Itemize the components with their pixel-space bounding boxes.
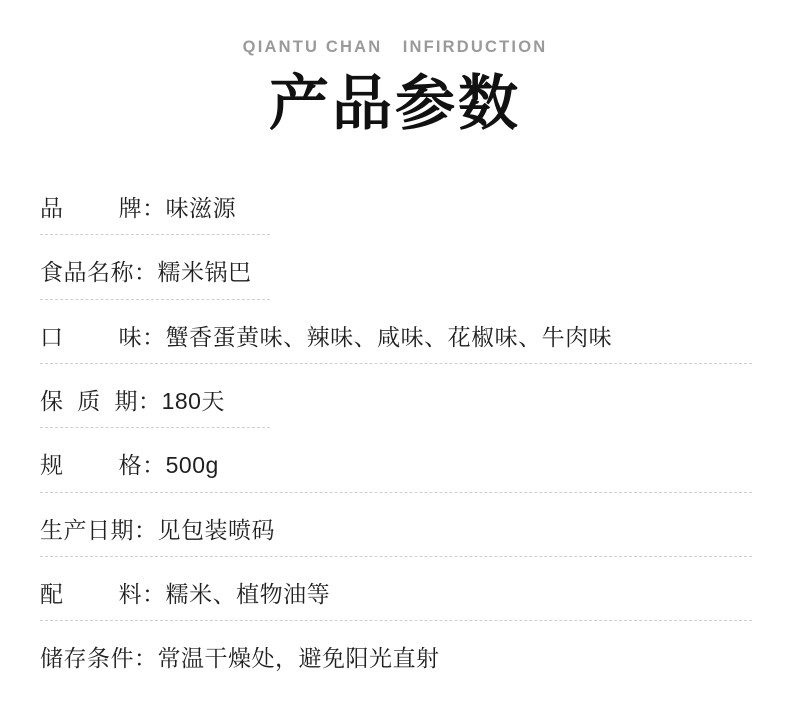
spec-row-flavor xyxy=(40,311,752,375)
spec-label-storage: 储存条件： xyxy=(40,645,158,672)
spec-row-production-date xyxy=(40,504,752,568)
spec-value-ingredients: 糯米、植物油等 xyxy=(165,581,331,608)
spec-list xyxy=(0,182,790,687)
spec-divider xyxy=(40,363,752,364)
spec-value-flavor: 蟹香蛋黄味、辣味、咸味、花椒味、牛肉味 xyxy=(165,323,613,350)
spec-value-food-name: 糯米锅巴 xyxy=(157,259,252,286)
spec-line xyxy=(40,321,752,354)
spec-divider xyxy=(40,427,270,428)
spec-row-food-name xyxy=(40,246,752,310)
spec-label-ingredients: 配 料： xyxy=(40,581,166,608)
spec-divider xyxy=(40,299,270,300)
spec-label-brand: 品 牌： xyxy=(40,195,166,221)
spec-label-food-name: 食品名称： xyxy=(40,259,158,286)
spec-line xyxy=(40,514,752,547)
header-eyebrow-text: QIANTU CHAN INFIRDUCTION xyxy=(242,38,548,56)
spec-row-specification xyxy=(40,439,752,503)
spec-divider xyxy=(40,620,752,621)
spec-row-ingredients xyxy=(40,568,752,632)
spec-line xyxy=(40,578,752,611)
spec-line xyxy=(40,192,752,225)
page-header xyxy=(0,0,790,139)
spec-divider xyxy=(40,234,270,235)
spec-line xyxy=(40,449,752,482)
spec-value-storage: 常温干燥处，避免阳光直射 xyxy=(157,645,440,672)
spec-row-shelf-life xyxy=(40,375,752,439)
spec-value-brand: 味滋源 xyxy=(165,195,237,221)
spec-line xyxy=(40,642,752,675)
spec-label-shelf-life: 保 质 期： xyxy=(40,388,162,415)
spec-divider xyxy=(40,492,752,493)
spec-row-brand xyxy=(40,182,752,246)
spec-label-flavor: 口 味： xyxy=(40,323,166,350)
spec-row-storage xyxy=(40,632,752,686)
spec-divider xyxy=(40,556,752,557)
spec-line xyxy=(40,385,752,418)
spec-value-shelf-life: 180天 xyxy=(161,388,225,415)
spec-label-production-date: 生产日期： xyxy=(40,516,158,543)
page-title: 产品参数 xyxy=(269,69,521,139)
spec-value-production-date: 见包装喷码 xyxy=(157,516,275,543)
spec-label-specification: 规 格： xyxy=(40,452,166,479)
spec-value-specification: 500g xyxy=(165,452,219,479)
spec-line xyxy=(40,256,752,289)
